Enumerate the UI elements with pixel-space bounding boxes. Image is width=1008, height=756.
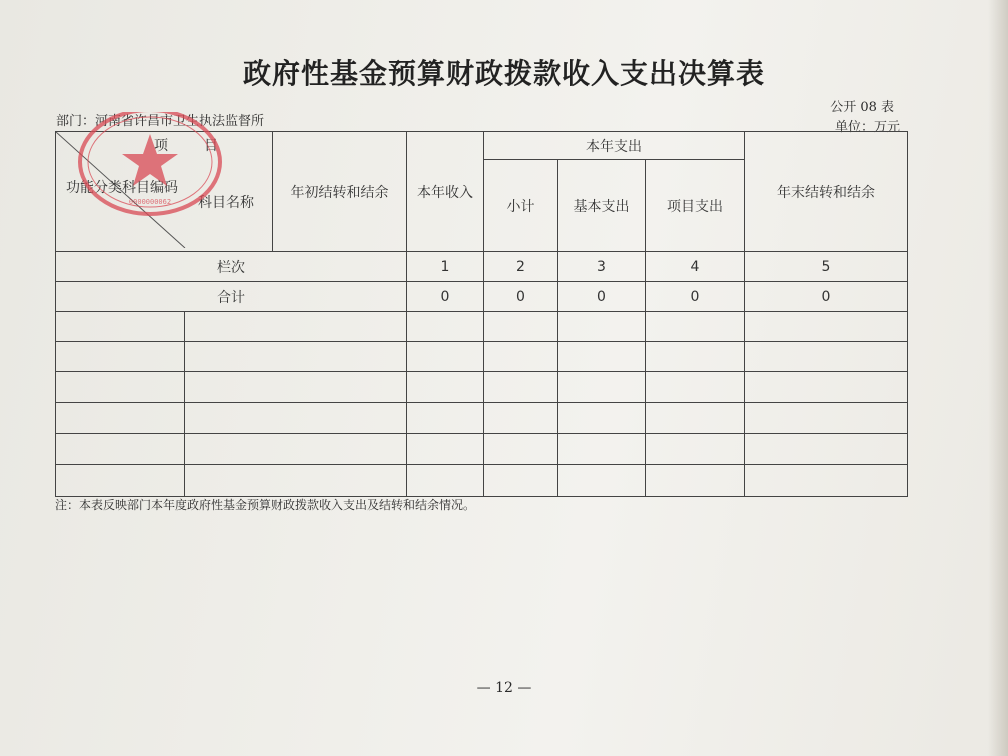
header-item: 项 bbox=[154, 138, 168, 154]
column-number-4: 4 bbox=[646, 252, 745, 282]
column-number-5: 5 bbox=[745, 252, 908, 282]
header-basic-expense: 基本支出 bbox=[558, 160, 646, 252]
total-value-5: 0 bbox=[745, 282, 908, 312]
table-row bbox=[56, 465, 908, 497]
total-label: 合计 bbox=[56, 282, 407, 312]
header-end-balance: 年末结转和结余 bbox=[745, 132, 908, 252]
header-subject-name: 科目名称 bbox=[198, 195, 254, 211]
header-func-code: 功能分类科目编码 bbox=[66, 180, 178, 196]
total-row bbox=[56, 282, 908, 312]
document-title: 政府性基金预算财政拨款收入支出决算表 bbox=[242, 57, 765, 90]
total-value-3: 0 bbox=[558, 282, 646, 312]
header-project-expense: 项目支出 bbox=[646, 160, 745, 252]
header-begin-balance: 年初结转和结余 bbox=[273, 132, 407, 252]
column-number-3: 3 bbox=[558, 252, 646, 282]
table-row bbox=[56, 342, 908, 372]
unit-label: 单位：万元 bbox=[834, 120, 900, 135]
table-row bbox=[56, 434, 908, 465]
table-note: 注：本表反映部门本年度政府性基金预算财政拨款收入支出及结转和结余情况。 bbox=[55, 498, 476, 512]
header-subtotal: 小计 bbox=[484, 160, 558, 252]
header-mu: 目 bbox=[204, 138, 218, 154]
total-value-1: 0 bbox=[407, 282, 484, 312]
total-value-4: 0 bbox=[646, 282, 745, 312]
total-value-2: 0 bbox=[484, 282, 558, 312]
department-label: 部门：河南省许昌市卫生执法监督所 bbox=[56, 114, 265, 129]
column-number-1: 1 bbox=[407, 252, 484, 282]
svg-text:0000000062: 0000000062 bbox=[128, 198, 172, 206]
header-expense-group: 本年支出 bbox=[484, 132, 745, 160]
table-code-label: 公开 08 表 bbox=[830, 100, 894, 115]
table-row bbox=[56, 372, 908, 403]
column-number-2: 2 bbox=[484, 252, 558, 282]
column-number-row bbox=[56, 252, 908, 282]
column-number-label: 栏次 bbox=[56, 252, 407, 282]
header-income: 本年收入 bbox=[407, 132, 484, 252]
page-number: — 12 — bbox=[476, 680, 532, 696]
official-seal-icon bbox=[72, 112, 222, 222]
table-row bbox=[56, 312, 908, 342]
paper-shadow bbox=[988, 0, 1008, 756]
table-row bbox=[56, 403, 908, 434]
